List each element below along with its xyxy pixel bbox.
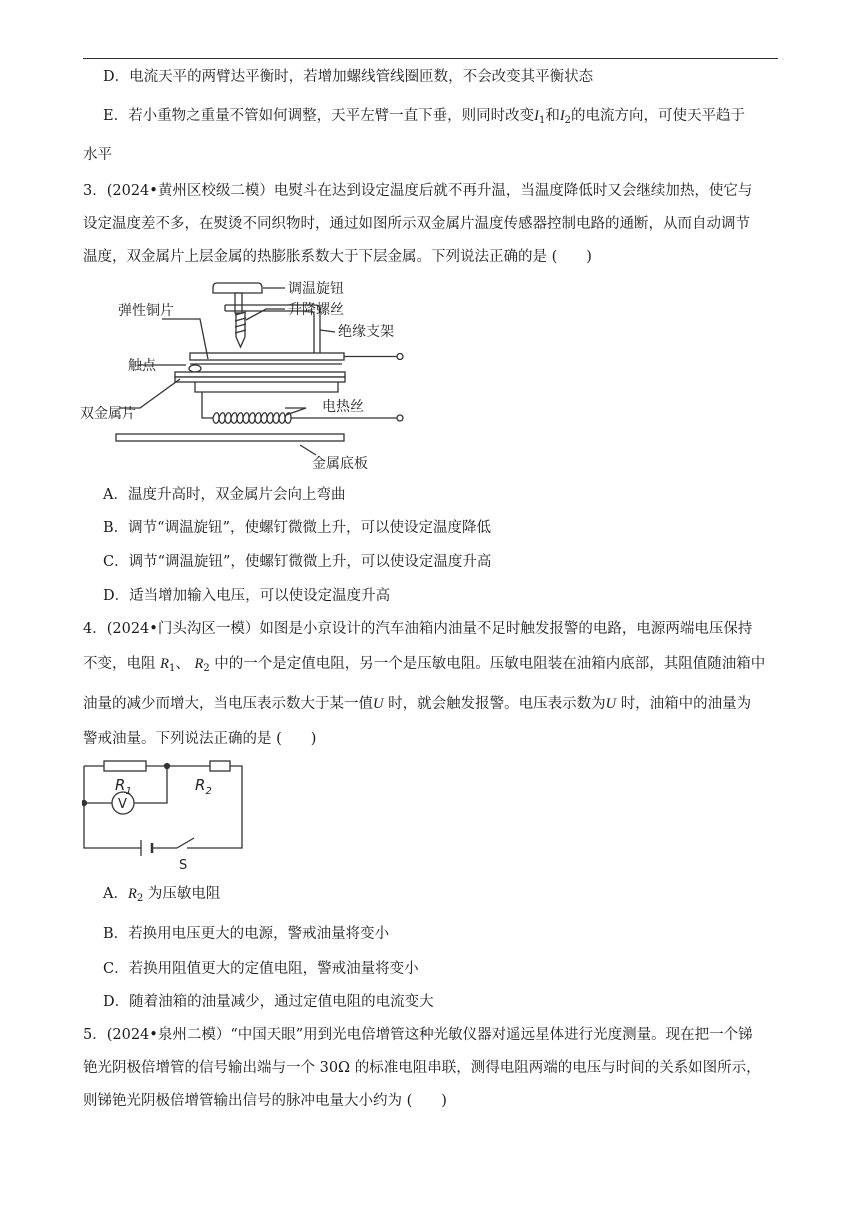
- label-knob: 调温旋钮: [288, 281, 344, 297]
- option-e-prev: E．若小重物之重量不管如何调整，天平左臂一直下垂，则同时改变$I_1$和$I_2$的电流方向，可使天平趋于: [103, 108, 746, 126]
- header-rule: [83, 58, 778, 59]
- alarm-circuit-diagram: [82, 758, 250, 874]
- q3-option-c: C．调节“调温旋钮”，使螺钉微微上升，可以使设定温度升高: [103, 554, 492, 570]
- q5-stem-line1: 5．(2024•泉州二模）“中国天眼”用到光电倍增管这种光敏仪器对遥远星体进行光度测量。现在把一个锑: [83, 1027, 753, 1043]
- circuit-r1-label: R: [115, 776, 126, 794]
- circuit-r2-sub: 2: [205, 786, 212, 797]
- voltmeter-label: V: [118, 797, 127, 812]
- label-bimetal: 双金属片: [80, 406, 136, 422]
- q3-option-d: D．适当增加输入电压，可以使设定温度升高: [103, 588, 391, 604]
- circuit-r1-sub: 1: [125, 786, 132, 797]
- svg-text:R2: [195, 776, 212, 797]
- q3-stem-line2: 设定温度差不多，在熨烫不同织物时，通过如图所示双金属片温度传感器控制电路的通断，从而自动调节: [83, 216, 750, 232]
- q4-option-c: C．若换用阻值更大的定值电阻，警戒油量将变小: [103, 961, 419, 977]
- q3-stem-line1: 3．(2024•黄州区校级二模）电熨斗在达到设定温度后就不再升温，当温度降低时又会继续加热，使它与: [83, 183, 753, 199]
- q3-option-a: A．温度升高时，双金属片会向上弯曲: [103, 487, 346, 503]
- q4-option-a: A．$R_2$ 为压敏电阻: [103, 886, 221, 904]
- q3-option-b: B．调节“调温旋钮”，使螺钉微微上升，可以使设定温度降低: [103, 520, 491, 536]
- label-screw: 升降螺丝: [288, 302, 344, 318]
- label-heater: 电热丝: [322, 399, 364, 415]
- q4-option-b: B．若换用电压更大的电源，警戒油量将变小: [103, 926, 390, 942]
- iron-thermostat-diagram: [80, 275, 410, 475]
- label-bracket: 绝缘支架: [338, 324, 394, 340]
- svg-text:R1: [115, 776, 132, 797]
- q3-stem-line3: 温度，双金属片上层金属的热膨胀系数大于下层金属。下列说法正确的是 ( ): [83, 249, 592, 265]
- q4-stem-line2: 不变，电阻 $R_1$、 $R_2$ 中的一个是定值电阻，另一个是压敏电阻。压敏电阻装在油箱内底部，其阻值随油箱中: [83, 656, 766, 674]
- circuit-r2-label: R: [195, 776, 206, 794]
- q4-stem-line1: 4．(2024•门头沟区一模）如图是小京设计的汽车油箱内油量不足时触发报警的电路，电源两端电压保持: [83, 621, 753, 637]
- option-e-prev-cont: 水平: [83, 147, 112, 163]
- label-copper: 弹性铜片: [118, 303, 174, 319]
- label-contact: 触点: [128, 358, 156, 374]
- q4-stem-line4: 警戒油量。下列说法正确的是 ( ): [83, 731, 317, 747]
- switch-label: S: [179, 858, 188, 873]
- q4-stem-line3: 油量的减少而增大，当电压表示数大于某一值U 时，就会触发报警。电压表示数为U 时，油箱中的油量为: [83, 696, 752, 712]
- q5-stem-line3: 则锑铯光阴极倍增管输出信号的脉冲电量大小约为 ( ): [83, 1093, 447, 1109]
- option-d-prev: D．电流天平的两臂达平衡时，若增加螺线管线圈匝数，不会改变其平衡状态: [103, 69, 594, 85]
- label-base: 金属底板: [312, 456, 368, 472]
- q5-stem-line2: 铯光阴极倍增管的信号输出端与一个 30Ω 的标准电阻串联，测得电阻两端的电压与时间的关系如图所示，: [83, 1060, 761, 1076]
- q4-option-d: D．随着油箱的油量减少，通过定值电阻的电流变大: [103, 994, 434, 1010]
